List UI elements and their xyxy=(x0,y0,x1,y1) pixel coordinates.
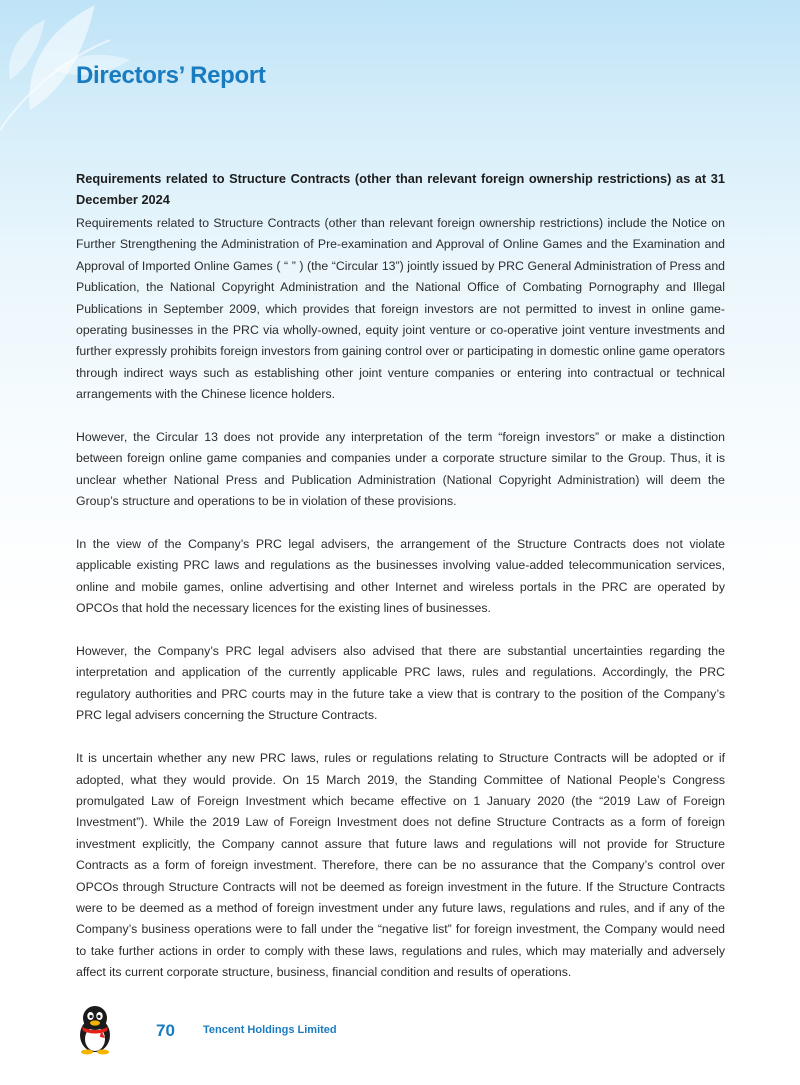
paragraph-new-laws: It is uncertain whether any new PRC laws, rules or regulations relating to Structure Contracts will be adopted or if adopted, what they would provide. On 15 March 2019, the Standing Committee of National People’s Congress promulgated Law of Foreign Investment which became effective on 1 January 2020 (the “2019 Law of Foreign Investment”). While the 2019 Law of Foreign Investment does not define Structure Contracts as a form of foreign investment explicitly, the Company cannot assure that future laws and regulations will not provide for Structure Contracts as a form of foreign investment. Therefore, there can be no assurance that the Company’s control over OPCOs through Structure Contracts will not be deemed as foreign investment in the future. If the Structure Contracts were to be deemed as a method of foreign investment under any future laws, regulations and rules, and if any of the Company’s business operations were to fall under the “negative list” for foreign investment, the Company would need to take further actions in order to comply with these laws, regulations and rules, which may materially and adversely affect its current corporate structure, business, financial condition and results of operations. xyxy=(76,751,725,980)
paragraph-foreign-investors: However, the Circular 13 does not provide any interpretation of the term “foreign investors” or make a distinction between foreign online game companies and companies under a corporate structure similar to the Group. Thus, it is unclear whether National Press and Publication Administration (National Copyright Administration) will deem the Group’s structure and operations to be in violation of these provisions. xyxy=(76,430,725,509)
paragraph-uncertainties: However, the Company’s PRC legal advisers also advised that there are substantial uncertainties regarding the interpretation and application of the currently applicable PRC laws, rules and regulations. Accordingly, the PRC regulatory authorities and PRC courts may in the future take a view that is contrary to the position of the Company’s PRC legal advisers concerning the Structure Contracts. xyxy=(76,644,725,723)
page-number: 70 xyxy=(156,1021,175,1040)
footer-company-name: Tencent Holdings Limited xyxy=(203,1024,337,1036)
paragraph-legal-advisers-view: In the view of the Company’s PRC legal advisers, the arrangement of the Structure Contracts does not violate applicable existing PRC laws and regulations as the businesses involving value-added telecommunication services, online and mobile games, online advertising and other Internet and wireless portals in the PRC are operated by OPCOs that hold the necessary licences for the existing lines of businesses. xyxy=(76,537,725,616)
paragraph-circular-13: Requirements related to Structure Contracts (other than relevant foreign ownership restrictions) include the Notice on Further Strengthening the Administration of Pre-examination and Approval of Online Games and the Examination and Approval of Imported Online Games ( “ ” ) (the “Circular 13”) jointly issued by PRC General Administration of Press and Publication, the National Copyright Administration and the National Office of Combating Pornography and Illegal Publications in September 2009, which provides that foreign investors are not permitted to invest in online game-operating businesses in the PRC via wholly-owned, equity joint venture or co-operative joint venture investments and further expressly prohibits foreign investors from gaining control over or participating in domestic online game operators through indirect ways such as establishing other joint venture companies or entering into contractual or technical arrangements with the Chinese licence holders. xyxy=(76,216,725,402)
section-heading: Requirements related to Structure Contracts (other than relevant foreign ownership restrictions) as at 31 December 2024 xyxy=(76,171,725,207)
penguin-mascot-icon xyxy=(74,1005,116,1055)
report-body xyxy=(76,168,725,1005)
page-title: Directors’ Report xyxy=(76,62,266,89)
